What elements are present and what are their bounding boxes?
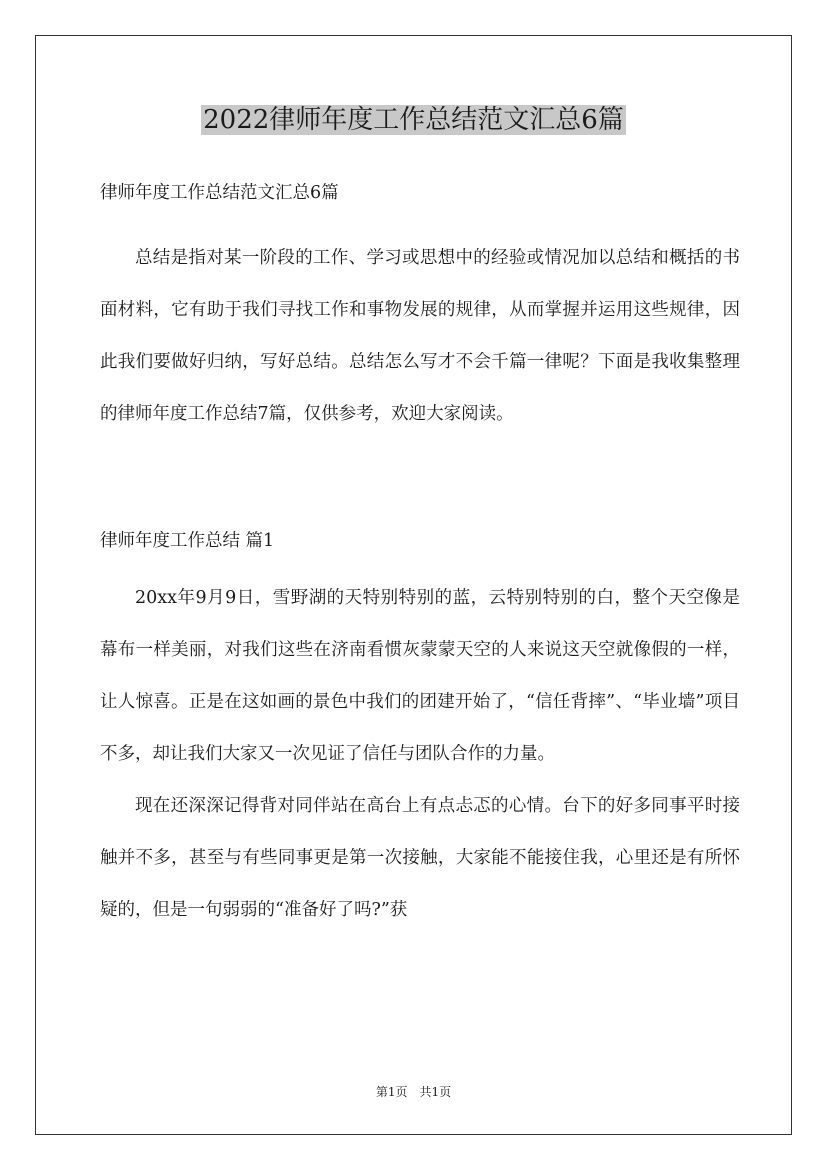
body-paragraph-1: 20xx年9月9日，雪野湖的天特别特别的蓝，云特别特别的白，整个天空像是幕布一样美丽，对我们这些在济南看惯灰蒙蒙天空的人来说这天空就像假的一样，让人惊喜。正是在这如画的景色中我们的团建开始了，“信任背摔”、“毕业墙”项目不多，却让我们大家又一次见证了信任与团队合作的力量。 <box>100 588 740 764</box>
document-title <box>0 100 827 140</box>
page-footer: 第1页 共1页 <box>375 1085 452 1099</box>
document-body <box>100 178 740 936</box>
section-heading: 律师年度工作总结 篇1 <box>100 531 275 551</box>
document-subtitle: 律师年度工作总结范文汇总6篇 <box>100 183 339 203</box>
body-paragraph-2: 现在还深深记得背对同伴站在高台上有点忐忑的心情。台下的好多同事平时接触并不多，甚至与有些同事更是第一次接触，大家能不能接住我，心里还是有所怀疑的，但是一句弱弱的“准备好了吗?”获 <box>100 796 740 920</box>
document-title-text: 2022律师年度工作总结范文汇总6篇 <box>203 105 624 135</box>
intro-paragraph: 总结是指对某一阶段的工作、学习或思想中的经验或情况加以总结和概括的书面材料，它有助于我们寻找工作和事物发展的规律，从而掌握并运用这些规律，因此我们要做好归纳，写好总结。总结怎么写才不会千篇一律呢？下面是我收集整理的律师年度工作总结7篇，仅供参考，欢迎大家阅读。 <box>100 248 740 424</box>
